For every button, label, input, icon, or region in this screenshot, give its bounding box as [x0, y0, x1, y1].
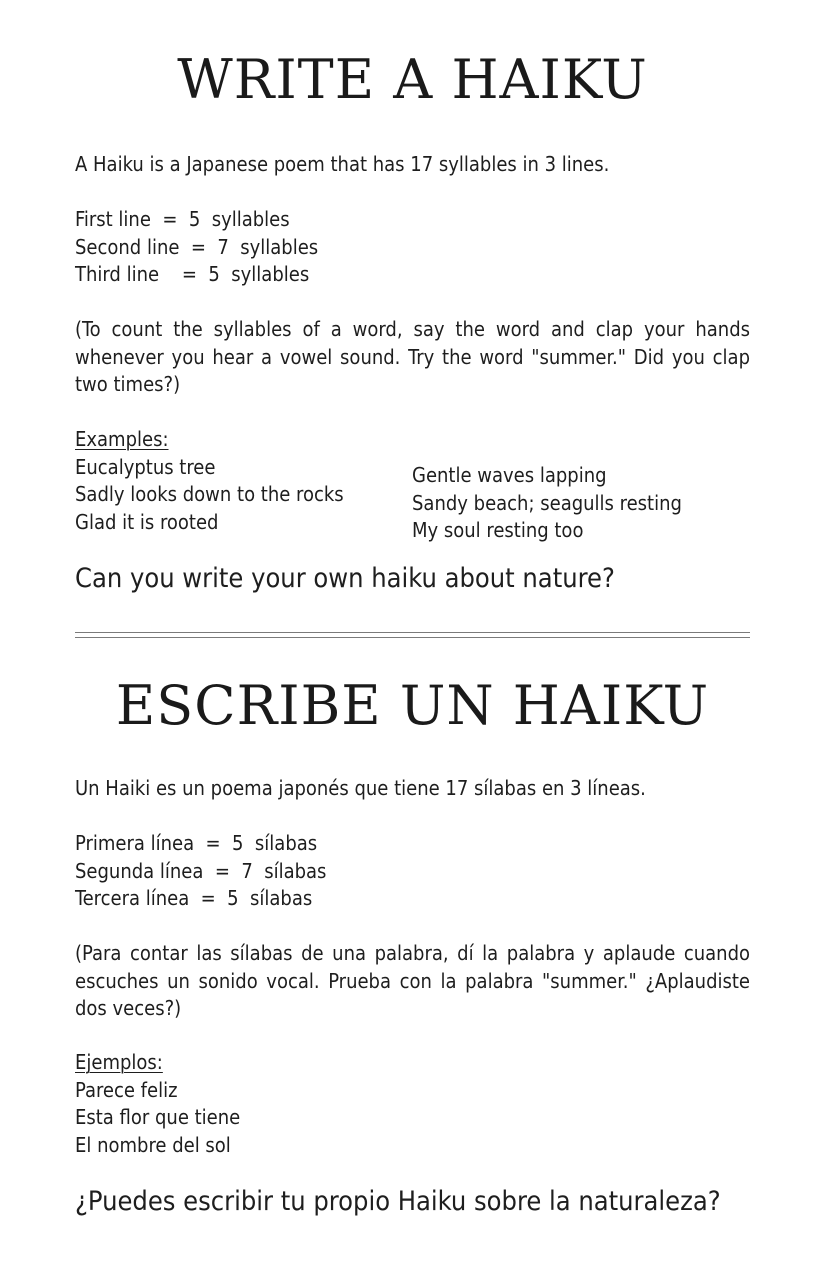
- example-1-line-2: Sadly looks down to the rocks: [75, 482, 344, 506]
- ejemplos-label: Ejemplos:: [75, 1050, 163, 1074]
- example-2-line-2: Sandy beach; seagulls resting: [412, 490, 682, 515]
- instructions-english: (To count the syllables of a word, say the word and clap your hands whenever you hear a vowel sound. Try the word "summer." Did you clap two times?): [75, 317, 750, 396]
- prompt-spanish: ¿Puedes escribir tu propio Haiku sobre la naturaleza?: [75, 1186, 721, 1217]
- prompt-english: Can you write your own haiku about nature?: [75, 563, 615, 594]
- example-2-english: [412, 462, 752, 545]
- intro-spanish: Un Haiki es un poema japonés que tiene 17 sílabas en 3 líneas.: [75, 776, 646, 800]
- ejemplo-line-1: Parece feliz: [75, 1077, 178, 1102]
- example-1-line-1: Eucalyptus tree: [75, 454, 216, 479]
- regla-line-1: Primera línea = 5 sílabas: [75, 831, 318, 855]
- ejemplo-line-2: Esta flor que tiene: [75, 1105, 241, 1129]
- example-2-line-3: My soul resting too: [412, 518, 584, 542]
- section-divider-bottom: [75, 637, 750, 638]
- rule-line-2: Second line = 7 syllables: [75, 234, 319, 259]
- page-title-spanish: ESCRIBE UN HAIKU: [115, 674, 710, 737]
- rule-line-3: Third line = 5 syllables: [75, 262, 310, 286]
- rule-line-1: First line = 5 syllables: [75, 207, 290, 231]
- intro-english: A Haiku is a Japanese poem that has 17 syllables in 3 lines.: [75, 152, 610, 176]
- instructions-spanish: (Para contar las sílabas de una palabra, dí la palabra y aplaude cuando escuches un sonido vocal. Prueba con la palabra "summer." ¿Aplaudiste dos veces?): [75, 941, 750, 1020]
- page-title-english: WRITE A HAIKU: [177, 48, 648, 111]
- example-2-line-1: Gentle waves lapping: [412, 463, 607, 487]
- examples-spanish: [75, 1049, 750, 1159]
- example-1-line-3: Glad it is rooted: [75, 509, 219, 534]
- syllable-rules-spanish: [75, 830, 750, 913]
- ejemplo-line-3: El nombre del sol: [75, 1132, 231, 1157]
- regla-line-2: Segunda línea = 7 sílabas: [75, 858, 327, 883]
- regla-line-3: Tercera línea = 5 sílabas: [75, 886, 313, 910]
- examples-label: Examples:: [75, 427, 169, 451]
- section-divider-top: [75, 632, 750, 633]
- syllable-rules-english: [75, 206, 750, 289]
